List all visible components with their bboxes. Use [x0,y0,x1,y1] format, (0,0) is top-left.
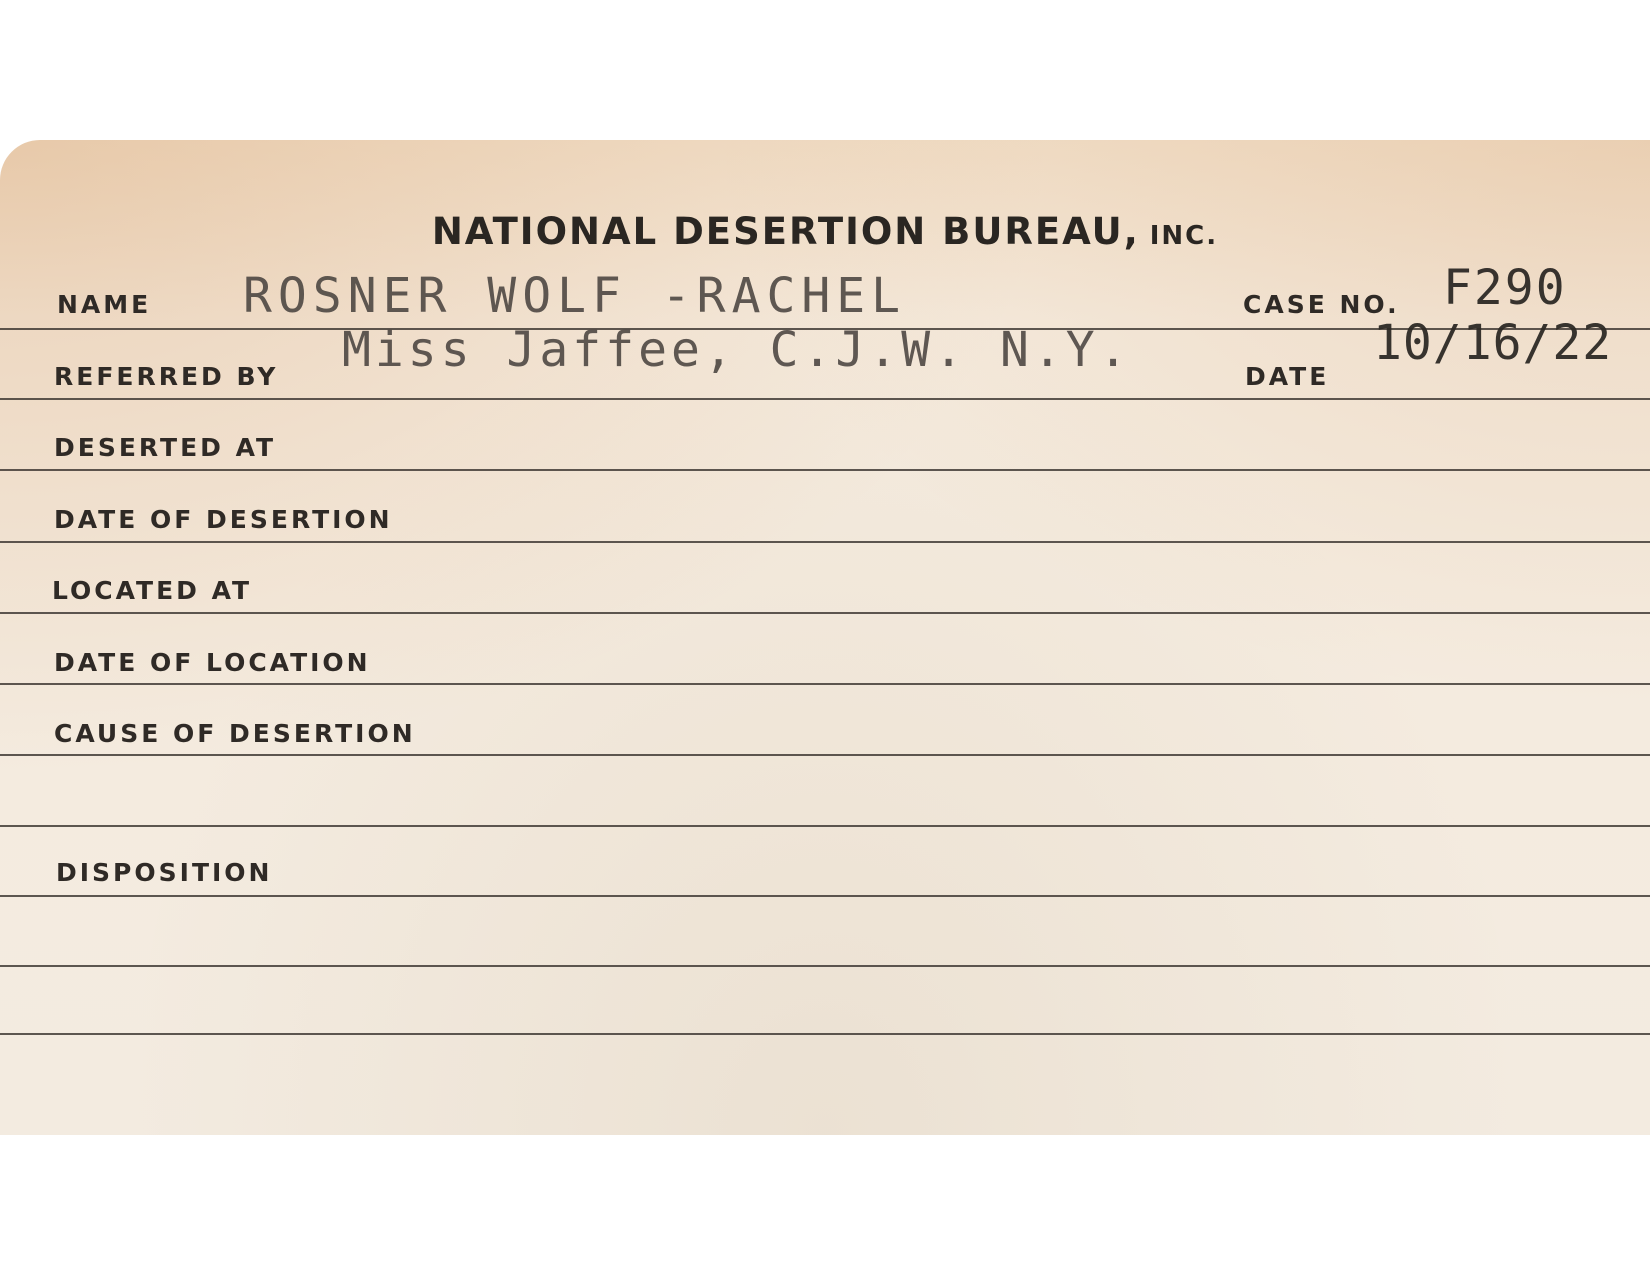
date-of-desertion-rule [0,541,1650,543]
date-of-location-rule [0,683,1650,685]
date-of-desertion-label: DATE OF DESERTION [54,505,393,534]
index-card [0,140,1650,1135]
date-value: 10/16/22 [1373,315,1613,371]
deserted-at-rule [0,469,1650,471]
deserted-at-label: DESERTED AT [54,433,277,462]
cause-extra-rule [0,825,1650,827]
located-at-rule [0,612,1650,614]
disposition-extra-rule-2 [0,1033,1650,1035]
cause-of-desertion-label: CAUSE OF DESERTION [54,719,416,748]
case-no-value: F290 [1443,260,1567,316]
card-title-main: NATIONAL DESERTION BUREAU, [431,210,1140,253]
cause-of-desertion-rule [0,754,1650,756]
case-no-label: CASE NO. [1243,290,1400,319]
referred-by-label: REFERRED BY [54,362,279,391]
date-label: DATE [1245,362,1330,391]
referred-by-value: Miss Jaffee, C.J.W. N.Y. [342,322,1132,378]
name-label: NAME [57,290,152,319]
located-at-label: LOCATED AT [52,576,253,605]
card-title-suffix: INC. [1149,221,1219,251]
disposition-extra-rule-1 [0,965,1650,967]
disposition-rule [0,895,1650,897]
date-of-location-label: DATE OF LOCATION [54,648,371,677]
referred-by-rule [0,398,1650,400]
name-value: ROSNER WOLF -RACHEL [243,268,907,324]
card-title [0,210,1650,253]
disposition-label: DISPOSITION [56,858,273,887]
